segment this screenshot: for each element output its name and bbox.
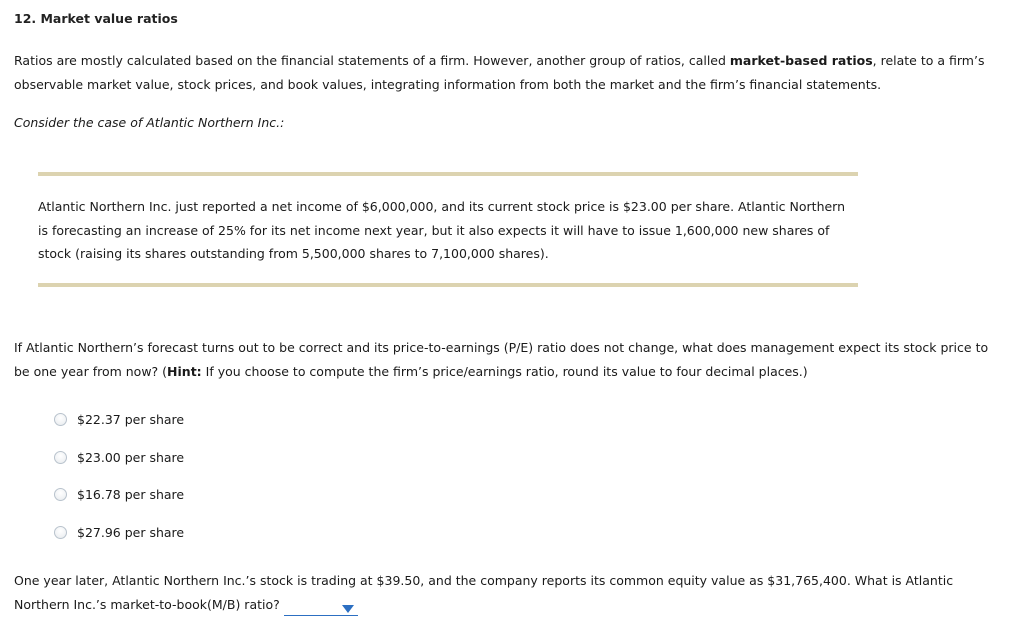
answer-option-label: $22.37 per share	[77, 412, 185, 428]
question-prompt	[14, 336, 1004, 383]
intro-text-2: , relate to a firm’s observable market value, stock prices, and book values, integrating information from both the market and the firm’s financial statements.	[14, 53, 985, 92]
radio-button[interactable]	[54, 451, 67, 464]
answer-option-label: $27.96 per share	[77, 524, 185, 540]
hint-text: If you choose to compute the firm’s price/earnings ratio, round its value to four decimal places.)	[201, 363, 808, 379]
intro-paragraph	[14, 49, 1004, 96]
answer-option[interactable]	[54, 439, 184, 477]
followup-question	[14, 569, 1004, 616]
answer-option-label: $16.78 per share	[77, 487, 185, 503]
answer-option-label: $23.00 per share	[77, 449, 185, 465]
radio-button[interactable]	[54, 526, 67, 539]
answer-option[interactable]	[54, 401, 184, 439]
case-intro: Consider the case of Atlantic Northern Inc.:	[14, 115, 285, 130]
intro-text-1: Ratios are mostly calculated based on the financial statements of a firm. However, another group of ratios, called	[14, 53, 730, 68]
question-text: If Atlantic Northern’s forecast turns out to be correct and its price-to-earnings (P/E) ratio does not change, what does management expect its stock price to be one year from now? (	[14, 340, 989, 379]
case-description: Atlantic Northern Inc. just reported a net income of $6,000,000, and its current stock price is $23.00 per share. Atlantic Northern is forecasting an increase of 25% for its net income next year, but it also expects it will have to issue 1,600,000 new shares of stock (raising its shares outstanding from 5,500,000 shares to 7,100,000 shares).	[38, 199, 846, 261]
question-title: 12. Market value ratios	[14, 11, 178, 26]
case-bottom-divider	[38, 283, 858, 287]
case-top-divider	[38, 172, 858, 176]
followup-text: One year later, Atlantic Northern Inc.’s stock is trading at $39.50, and the company reports its common equity value as $31,765,400. What is Atlantic Northern Inc.’s market-to-book(M/B) ratio?	[14, 573, 954, 612]
radio-button[interactable]	[54, 488, 67, 501]
radio-button[interactable]	[54, 413, 67, 426]
caret-down-icon	[342, 605, 354, 613]
answer-options	[54, 401, 184, 551]
intro-bold-term: market-based ratios	[729, 53, 873, 68]
hint-label: Hint:	[167, 363, 202, 379]
mb-ratio-dropdown[interactable]	[284, 599, 358, 616]
answer-option[interactable]	[54, 476, 184, 514]
answer-option[interactable]	[54, 514, 184, 552]
